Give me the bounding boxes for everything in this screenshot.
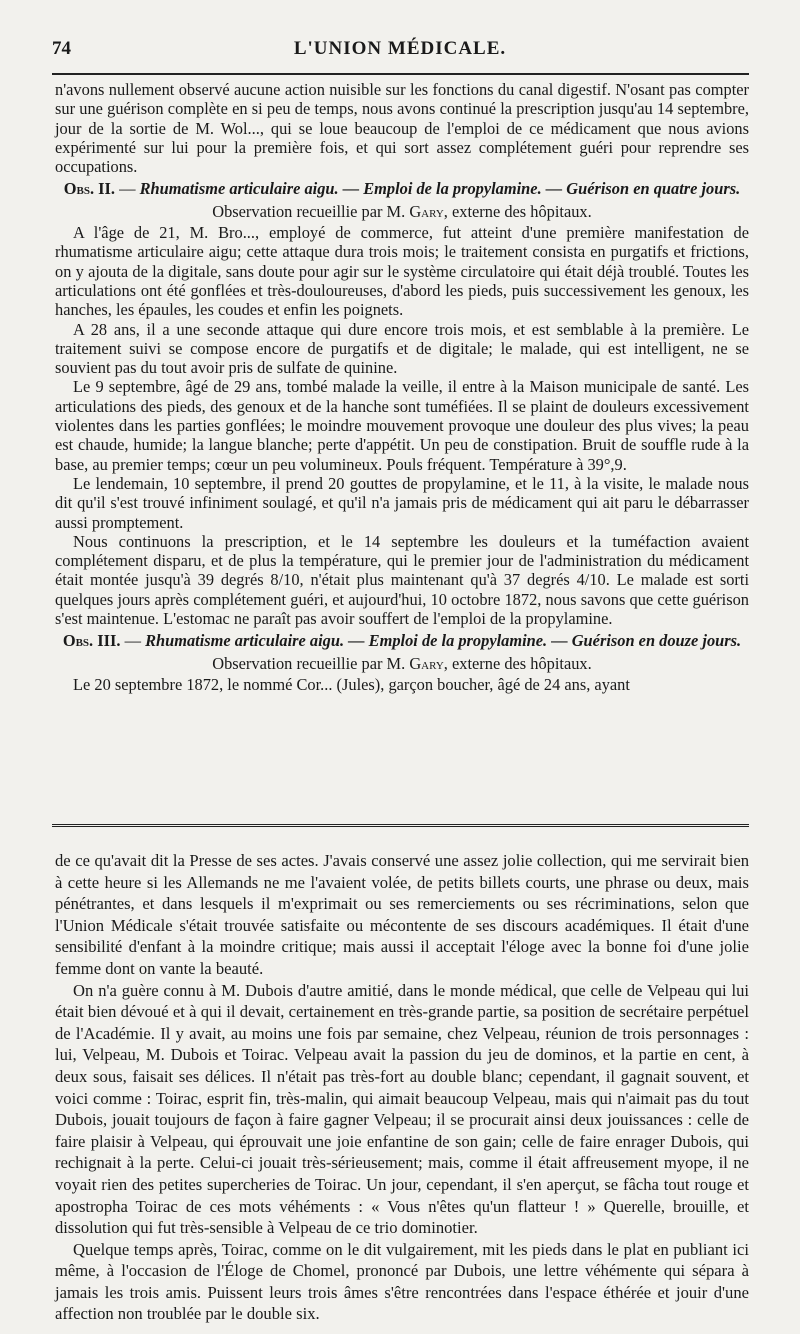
article-paragraph: A l'âge de 21, M. Bro..., employé de commerce, fut atteint d'une première manifestation de rhumatisme articulaire aigu; cette attaque dura trois mois; le traitement consista en purgatifs et frictions, on y ajouta de la digitale, sans doute pour agir sur le système circulatoire qui était déjà troublé. Toutes les articulations ont été gonflées et très-douloureuses, d'abord les pieds, puis successivement les genoux, les hanches, les épaules, les coudes et enfin les poignets. — [55, 223, 749, 320]
article-column — [55, 80, 749, 694]
article-paragraph: A 28 ans, il a une seconde attaque qui dure encore trois mois, et est semblable à la première. Le traitement suivi se compose encore de purgatifs et de digitale; le malade, qui est intelligent, ne se souvient pas du tout avoir pris de sulfate de quinine. — [55, 319, 749, 378]
article-paragraph: Le lendemain, 10 septembre, il prend 20 gouttes de propylamine, et le 11, à la visite, le malade nous dit qu'il s'est trouvé infiniment soulagé, et qu'il n'a jamais pris de médicament qui ait paru le débarrasser aussi promptement. — [55, 473, 749, 532]
observation-source — [55, 202, 749, 221]
page-number: 74 — [52, 38, 71, 59]
source-prefix: Observation recueillie par M. — [212, 653, 410, 673]
source-prefix: Observation recueillie par M. — [212, 201, 410, 221]
source-suffix: , externe des hôpitaux. — [443, 201, 592, 221]
observation-title: Rhumatisme articulaire aigu. — Emploi de la propylamine. — Guérison en quatre jours. — [139, 179, 741, 199]
source-name: Gary — [409, 653, 444, 673]
observation-label: Obs. III. — [62, 631, 121, 651]
feuilleton-paragraph: de ce qu'avait dit la Presse de ses actes. J'avais conservé une assez jolie collection, qui me servirait bien à cette heure si les Allemands ne me l'avaient volée, de petits billets courts, une phrase ou deux, mais pénétrantes, et dans lesquels il m'exprimait ou ses remerciements ou ses récriminations, selon que l'Union Médicale s'était trouvée satisfaite ou mécontente de ses discours académiques. Il était d'une sensibilité d'enfant à la moindre critique; mais aussi il acceptait l'éloge avec la bonne foi d'une jolie femme dont on vante la beauté. — [55, 851, 749, 978]
article-paragraph: Le 20 septembre 1872, le nommé Cor... (Jules), garçon boucher, âgé de 24 ans, ayant — [73, 674, 630, 694]
running-title: L'UNION MÉDICALE. — [293, 38, 507, 59]
header-rule — [52, 73, 749, 75]
observation-source — [55, 654, 749, 673]
heading-dash: — — [120, 631, 146, 651]
heading-dash: — — [115, 179, 140, 199]
article-paragraph: n'avons nullement observé aucune action nuisible sur les fonctions du canal digestif. N'osant pas compter sur une guérison complète en si peu de temps, nous avons continué la prescription jusqu'au 14 septembre, jour de la sortie de M. Wol..., qui se loue beaucoup de l'emploi de ce médicament que nous avions expérimenté sur lui pour la première fois, et qui sort assez complétement guéri pour reprendre ses occupations. — [55, 80, 749, 177]
observation-heading — [55, 179, 749, 198]
source-suffix: , externe des hôpitaux. — [443, 653, 592, 673]
source-name: Gary — [409, 201, 444, 221]
page-header — [50, 38, 750, 68]
observation-heading — [55, 631, 749, 650]
article-paragraph: Nous continuons la prescription, et le 14 septembre les douleurs et la tuméfaction avaient complétement disparu, et de plus la température, qui le premier jour de l'administration du médicament était montée jusqu'à 39 degrés 8/10, n'était plus maintenant qu'à 37 degrés 4/10. Le malade est sorti quelques jours après complétement guéri, et aujourd'hui, 10 octobre 1872, nous savons que cette guérison s'est maintenue. L'estomac ne paraît pas avoir souffert de l'emploi de la propylamine. — [55, 531, 749, 629]
feuilleton-paragraph: Quelque temps après, Toirac, comme on le dit vulgairement, mit les pieds dans le plat en publiant ici même, à l'occasion de l'Éloge de Chomel, prononcé par Dubois, une lettre véhémente qui sépara à jamais les trois amis. Puissent leurs trois âmes s'être rencontrées dans l'espace éthérée et jouir d'une affection non troublée par le double six. — [55, 1239, 749, 1324]
observation-title: Rhumatisme articulaire aigu. — Emploi de la propylamine. — Guérison en douze jours. — [145, 631, 742, 651]
observation-label: Obs. II. — [63, 179, 116, 199]
feuilleton-column — [55, 850, 749, 1325]
article-paragraph: Le 9 septembre, âgé de 29 ans, tombé malade la veille, il entre à la Maison municipale de santé. Les articulations des pieds, des genoux et de la hanche sont tuméfiées. Il se plaint de douleurs excessivement violentes dans les parties gonflées; le moindre mouvement provoque une douleur des plus vives; la peau est chaude, humide; la langue blanche; perte d'appétit. Un peu de constipation. Bruit de souffle rude à la base, au premier temps; cœur un peu volumineux. Pouls fréquent. Température à 39°,9. — [55, 377, 749, 474]
feuilleton-paragraph: On n'a guère connu à M. Dubois d'autre amitié, dans le monde médical, que celle de Velpeau qui lui était bien dévoué et à qui il devait, certainement en très-grande partie, sa position de secrétaire perpétuel de l'Académie. Il y avait, au moins une fois par semaine, chez Velpeau, réunion de trois personnages : lui, Velpeau, M. Dubois et Toirac. Velpeau avait la passion du jeu de dominos, et la partie en cent, à deux sous, faisait ses délices. Il n'était pas très-fort au double blanc; cependant, il gagnait souvent, et voici comme : Toirac, esprit fin, très-malin, qui aimait beaucoup Velpeau, mais qui n'aimait pas du tout Dubois, jouait toujours de façon à faire gagner Velpeau; il se procurait ainsi deux jouissances : celle de faire plaisir à Velpeau, qui éprouvait une joie enfantine de son gain; celle de faire enrager Dubois, qui rechignait à la perte. Celui-ci jouait très-sérieusement; mais, comme il était affreusement myope, il ne voyait rien des petites supercheries de Toirac. Un jour, cependant, il s'en aperçut, se fâcha tout rouge et apostropha Toirac de ces mots véhéments : « Vous n'êtes qu'un flatteur ! » Querelle, brouille, et dissolution qui fut très-sensible à Velpeau de ce trio dominotier. — [55, 980, 749, 1238]
feuilleton-separator — [52, 824, 749, 830]
